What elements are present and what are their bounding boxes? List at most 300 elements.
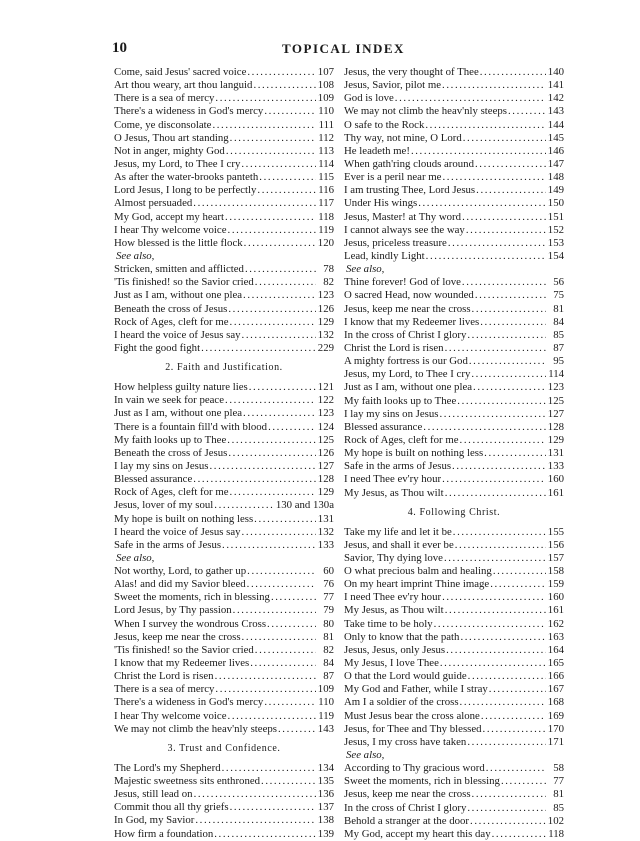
dot-leader bbox=[440, 657, 546, 670]
dot-leader bbox=[227, 434, 316, 447]
entry-title: When I survey the wondrous Cross bbox=[114, 617, 267, 630]
entry-number: 159 bbox=[547, 578, 564, 591]
index-entry bbox=[114, 670, 334, 683]
entry-number: 143 bbox=[317, 722, 334, 735]
dot-leader bbox=[195, 814, 315, 827]
dot-leader bbox=[230, 486, 316, 499]
entry-number: 169 bbox=[547, 709, 564, 722]
dot-leader bbox=[462, 276, 546, 289]
dot-leader bbox=[462, 211, 546, 224]
index-entry bbox=[114, 407, 334, 420]
dot-leader bbox=[259, 171, 316, 184]
right-column bbox=[344, 66, 564, 841]
entry-title: O Jesus, Thou art standing bbox=[114, 131, 229, 144]
dot-leader bbox=[439, 408, 545, 421]
entry-title: Christ the Lord is risen bbox=[344, 341, 444, 354]
index-entry bbox=[114, 171, 334, 184]
entry-number: 127 bbox=[317, 459, 334, 472]
index-entry bbox=[114, 801, 334, 814]
dot-leader bbox=[228, 710, 316, 723]
index-entry bbox=[114, 696, 334, 709]
index-entry bbox=[344, 710, 564, 723]
dot-leader bbox=[442, 79, 546, 92]
index-entry bbox=[114, 539, 334, 552]
entry-title: My God, accept my heart bbox=[114, 210, 225, 223]
entry-number: 85 bbox=[553, 801, 564, 814]
dot-leader bbox=[250, 657, 316, 670]
entry-title: I need Thee ev'ry hour bbox=[344, 473, 442, 486]
index-entry bbox=[114, 66, 334, 79]
dot-leader bbox=[215, 670, 316, 683]
entry-number: 81 bbox=[553, 788, 564, 801]
index-entry bbox=[114, 631, 334, 644]
dot-leader bbox=[243, 289, 316, 302]
entry-title: In vain we seek for peace bbox=[114, 394, 225, 407]
entry-title: Blessed assurance bbox=[344, 420, 423, 433]
entry-number: 115 bbox=[318, 171, 334, 184]
index-entry bbox=[114, 814, 334, 827]
dot-leader bbox=[484, 447, 546, 460]
dot-leader bbox=[264, 696, 316, 709]
dot-leader bbox=[271, 591, 316, 604]
index-entry bbox=[344, 250, 564, 263]
entry-number: 142 bbox=[547, 92, 564, 105]
entry-number: 84 bbox=[323, 657, 334, 670]
index-entry bbox=[344, 197, 564, 210]
entry-title: Not in anger, mighty God bbox=[114, 144, 225, 157]
entry-title: Lead, kindly Light bbox=[344, 249, 425, 262]
index-entry bbox=[344, 132, 564, 145]
entry-title: I am trusting Thee, Lord Jesus bbox=[344, 184, 476, 197]
dot-leader bbox=[244, 237, 316, 250]
entry-title: Under His wings bbox=[344, 197, 418, 210]
dot-leader bbox=[222, 539, 316, 552]
entry-number: 77 bbox=[323, 591, 334, 604]
entry-number: 125 bbox=[547, 394, 564, 407]
entry-number: 155 bbox=[547, 525, 564, 538]
index-entry bbox=[114, 342, 334, 355]
dot-leader bbox=[476, 184, 546, 197]
entry-title: O sacred Head, now wounded bbox=[344, 289, 474, 302]
dot-leader bbox=[468, 670, 546, 683]
dot-leader bbox=[230, 801, 316, 814]
dot-leader bbox=[442, 171, 545, 184]
entry-title: Blessed assurance bbox=[114, 473, 193, 486]
entry-number: 81 bbox=[323, 630, 334, 643]
index-entry bbox=[344, 381, 564, 394]
entry-title: Art thou weary, art thou languid bbox=[114, 79, 253, 92]
entry-number: 130 and 130a bbox=[275, 499, 334, 512]
entry-title: I know that my Redeemer lives bbox=[344, 315, 480, 328]
index-entry bbox=[344, 447, 564, 460]
entry-title: Am I a soldier of the cross bbox=[344, 696, 459, 709]
index-entry bbox=[344, 815, 564, 828]
entry-number: 114 bbox=[318, 157, 334, 170]
dot-leader bbox=[445, 604, 546, 617]
entry-number: 164 bbox=[547, 643, 564, 656]
entry-title: He leadeth me! bbox=[344, 144, 410, 157]
dot-leader bbox=[247, 578, 316, 591]
entry-number: 149 bbox=[547, 184, 564, 197]
index-entry bbox=[344, 604, 564, 617]
dot-leader bbox=[230, 316, 316, 329]
index-entry bbox=[344, 644, 564, 657]
index-entry bbox=[114, 276, 334, 289]
entry-number: 124 bbox=[317, 420, 334, 433]
entry-number: 77 bbox=[553, 775, 564, 788]
entry-title: According to Thy gracious word bbox=[344, 762, 485, 775]
index-entry bbox=[344, 696, 564, 709]
index-entry bbox=[344, 552, 564, 565]
entry-number: 151 bbox=[547, 210, 564, 223]
entry-title: Only to know that the path bbox=[344, 630, 460, 643]
entry-number: 110 bbox=[318, 696, 334, 709]
index-entry bbox=[344, 211, 564, 224]
entry-title: Lord Jesus, by Thy passion bbox=[114, 604, 232, 617]
entry-title: How blessed is the little flock bbox=[114, 236, 243, 249]
index-entry bbox=[114, 421, 334, 434]
dot-leader bbox=[425, 119, 545, 132]
entry-number: 161 bbox=[547, 604, 564, 617]
dot-leader bbox=[492, 828, 546, 841]
index-entry bbox=[114, 394, 334, 407]
index-entry bbox=[344, 276, 564, 289]
entry-number: 132 bbox=[317, 328, 334, 341]
dot-leader bbox=[501, 775, 546, 788]
entry-title: Sweet the moments, rich in blessing bbox=[114, 591, 270, 604]
index-entry bbox=[114, 644, 334, 657]
entry-number: 144 bbox=[547, 118, 564, 131]
entry-number: 109 bbox=[317, 683, 334, 696]
index-entry bbox=[344, 92, 564, 105]
dot-leader bbox=[508, 105, 546, 118]
entry-number: 160 bbox=[547, 473, 564, 486]
dot-leader bbox=[471, 368, 546, 381]
index-entry bbox=[114, 145, 334, 158]
index-entry bbox=[344, 460, 564, 473]
entry-title: My faith looks up to Thee bbox=[344, 394, 457, 407]
entry-title: Jesus, still lead on bbox=[114, 788, 193, 801]
entry-title: We may not climb the heav'nly steeps bbox=[114, 722, 277, 735]
entry-title: Almost persuaded bbox=[114, 197, 193, 210]
index-entry bbox=[114, 788, 334, 801]
list-group bbox=[114, 381, 334, 552]
entry-title: There is a sea of mercy bbox=[114, 92, 215, 105]
entry-title: Take time to be holy bbox=[344, 617, 433, 630]
entry-title: I know that my Redeemer lives bbox=[114, 657, 250, 670]
dot-leader bbox=[228, 224, 316, 237]
index-entry bbox=[344, 342, 564, 355]
index-entry bbox=[114, 92, 334, 105]
index-entry bbox=[344, 237, 564, 250]
entry-title: Stricken, smitten and afflicted bbox=[114, 263, 244, 276]
dot-leader bbox=[212, 119, 316, 132]
index-entry bbox=[114, 618, 334, 631]
entry-number: 141 bbox=[547, 79, 564, 92]
index-entry bbox=[344, 828, 564, 841]
section-heading: 3. Trust and Confidence. bbox=[167, 742, 281, 754]
index-entry bbox=[344, 526, 564, 539]
index-entry bbox=[344, 788, 564, 801]
entry-title: A mighty fortress is our God bbox=[344, 355, 468, 368]
entry-number: 82 bbox=[323, 276, 334, 289]
entry-number: 162 bbox=[547, 617, 564, 630]
entry-number: 108 bbox=[317, 79, 334, 92]
entry-title: In the cross of Christ I glory bbox=[344, 328, 467, 341]
index-entry bbox=[344, 66, 564, 79]
entry-title: I lay my sins on Jesus bbox=[344, 407, 439, 420]
entry-number: 79 bbox=[323, 604, 334, 617]
index-entry bbox=[344, 329, 564, 342]
dot-leader bbox=[264, 105, 316, 118]
entry-number: 107 bbox=[317, 66, 334, 78]
entry-number: 148 bbox=[547, 171, 564, 184]
entry-number: 143 bbox=[547, 105, 564, 118]
entry-number: 161 bbox=[547, 486, 564, 499]
entry-title: Jesus, priceless treasure bbox=[344, 236, 447, 249]
dot-leader bbox=[268, 421, 316, 434]
entry-title: Take my life and let it be bbox=[344, 525, 452, 538]
entry-title: Thine forever! God of love bbox=[344, 276, 461, 289]
entry-number: 122 bbox=[317, 394, 334, 407]
entry-number: 160 bbox=[547, 591, 564, 604]
dot-leader bbox=[460, 434, 546, 447]
entry-number: 102 bbox=[547, 814, 564, 827]
dot-leader bbox=[493, 565, 546, 578]
index-entry bbox=[114, 303, 334, 316]
list-group bbox=[344, 276, 564, 499]
entry-number: 128 bbox=[547, 420, 564, 433]
entry-number: 123 bbox=[547, 381, 564, 394]
list-group bbox=[344, 526, 564, 749]
index-entry bbox=[114, 775, 334, 788]
index-entry bbox=[114, 657, 334, 670]
entry-title: Thy way, not mine, O Lord bbox=[344, 131, 462, 144]
entry-number: 170 bbox=[547, 722, 564, 735]
entry-number: 58 bbox=[553, 762, 564, 775]
entry-title: God is love bbox=[344, 92, 394, 105]
dot-leader bbox=[442, 591, 546, 604]
dot-leader bbox=[442, 473, 546, 486]
entry-title: I heard the voice of Jesus say bbox=[114, 525, 241, 538]
list-group bbox=[114, 762, 334, 841]
list-group bbox=[344, 762, 564, 841]
entry-number: 75 bbox=[553, 289, 564, 302]
entry-number: 129 bbox=[317, 486, 334, 499]
entry-number: 80 bbox=[323, 617, 334, 630]
dot-leader bbox=[466, 224, 546, 237]
entry-title: We may not climb the heav'nly steeps bbox=[344, 105, 507, 118]
entry-title: Jesus, my Lord, to Thee I cry bbox=[114, 157, 241, 170]
index-entry bbox=[114, 211, 334, 224]
entry-title: Jesus, Jesus, only Jesus bbox=[344, 643, 446, 656]
dot-leader bbox=[444, 552, 546, 565]
index-entry bbox=[114, 316, 334, 329]
dot-leader bbox=[253, 79, 315, 92]
dot-leader bbox=[215, 92, 315, 105]
running-head: TOPICAL INDEX bbox=[282, 41, 405, 56]
dot-leader bbox=[214, 499, 274, 512]
entry-number: 166 bbox=[547, 670, 564, 683]
index-entry bbox=[344, 303, 564, 316]
entry-number: 111 bbox=[318, 118, 334, 131]
index-entry bbox=[344, 408, 564, 421]
entry-number: 120 bbox=[317, 236, 334, 249]
see-also-label: See also, bbox=[346, 263, 385, 276]
entry-number: 129 bbox=[317, 315, 334, 328]
dot-leader bbox=[209, 460, 315, 473]
entry-number: 157 bbox=[547, 551, 564, 564]
index-entry bbox=[344, 487, 564, 500]
index-entry bbox=[344, 657, 564, 670]
entry-number: 113 bbox=[318, 144, 334, 157]
index-entry bbox=[344, 473, 564, 486]
entry-number: 154 bbox=[547, 249, 564, 262]
entry-title: I hear Thy welcome voice bbox=[114, 709, 227, 722]
entry-title: Beneath the cross of Jesus bbox=[114, 446, 228, 459]
entry-number: 123 bbox=[317, 289, 334, 302]
entry-number: 119 bbox=[318, 709, 334, 722]
entry-title: I need Thee ev'ry hour bbox=[344, 591, 442, 604]
entry-number: 146 bbox=[547, 144, 564, 157]
dot-leader bbox=[194, 788, 316, 801]
index-entry bbox=[114, 434, 334, 447]
entry-title: My faith looks up to Thee bbox=[114, 433, 227, 446]
index-entry bbox=[114, 828, 334, 841]
entry-title: My Jesus, as Thou wilt bbox=[344, 486, 444, 499]
index-entry bbox=[344, 802, 564, 815]
entry-number: 117 bbox=[318, 197, 334, 210]
dot-leader bbox=[261, 775, 316, 788]
entry-title: O safe to the Rock bbox=[344, 118, 425, 131]
entry-title: I heard the voice of Jesus say bbox=[114, 328, 241, 341]
entry-number: 60 bbox=[323, 565, 334, 578]
see-also-label: See also, bbox=[346, 749, 385, 762]
entry-number: 129 bbox=[547, 433, 564, 446]
entry-number: 134 bbox=[317, 761, 334, 774]
dot-leader bbox=[480, 66, 546, 79]
entry-number: 150 bbox=[547, 197, 564, 210]
dot-leader bbox=[245, 263, 316, 276]
index-entry bbox=[114, 683, 334, 696]
dot-leader bbox=[445, 342, 546, 355]
section-heading: 4. Following Christ. bbox=[407, 506, 501, 518]
left-column bbox=[114, 66, 334, 841]
index-entry bbox=[344, 683, 564, 696]
entry-number: 147 bbox=[547, 157, 564, 170]
index-entry bbox=[114, 762, 334, 775]
index-entry bbox=[114, 105, 334, 118]
entry-number: 153 bbox=[547, 236, 564, 249]
index-entry bbox=[344, 723, 564, 736]
index-entry bbox=[114, 710, 334, 723]
dot-leader bbox=[230, 132, 316, 145]
index-entry bbox=[114, 263, 334, 276]
entry-title: I hear Thy welcome voice bbox=[114, 223, 227, 236]
index-entry bbox=[344, 736, 564, 749]
index-entry bbox=[114, 604, 334, 617]
index-entry bbox=[344, 289, 564, 302]
section-heading: 2. Faith and Justification. bbox=[165, 362, 283, 374]
entry-number: 168 bbox=[547, 696, 564, 709]
dot-leader bbox=[457, 395, 546, 408]
entry-title: 'Tis finished! so the Savior cried bbox=[114, 276, 254, 289]
entry-title: Rock of Ages, cleft for me bbox=[114, 486, 229, 499]
entry-number: 158 bbox=[547, 565, 564, 578]
entry-number: 138 bbox=[317, 814, 334, 827]
entry-number: 110 bbox=[318, 105, 334, 118]
dot-leader bbox=[434, 618, 546, 631]
index-entry bbox=[114, 723, 334, 736]
entry-title: There is a sea of mercy bbox=[114, 683, 215, 696]
list-group bbox=[114, 66, 334, 250]
entry-title: Safe in the arms of Jesus bbox=[344, 460, 452, 473]
entry-title: My God, accept my heart this day bbox=[344, 827, 491, 840]
dot-leader bbox=[467, 802, 546, 815]
dot-leader bbox=[445, 487, 546, 500]
entry-number: 133 bbox=[317, 538, 334, 551]
index-entry bbox=[114, 473, 334, 486]
entry-title: In the cross of Christ I glory bbox=[344, 801, 467, 814]
dot-leader bbox=[243, 407, 316, 420]
entry-number: 229 bbox=[317, 341, 334, 354]
index-entry bbox=[344, 539, 564, 552]
dot-leader bbox=[242, 526, 316, 539]
entry-title: Commit thou all thy griefs bbox=[114, 801, 229, 814]
entry-title: Jesus, the very thought of Thee bbox=[344, 66, 479, 78]
dot-leader bbox=[423, 421, 546, 434]
index-entry bbox=[114, 486, 334, 499]
index-entry bbox=[344, 105, 564, 118]
entry-title: As after the water-brooks panteth bbox=[114, 171, 259, 184]
entry-number: 163 bbox=[547, 630, 564, 643]
entry-number: 156 bbox=[547, 538, 564, 551]
entry-number: 133 bbox=[547, 460, 564, 473]
entry-title: Fight the good fight bbox=[114, 341, 201, 354]
entry-number: 137 bbox=[317, 801, 334, 814]
dot-leader bbox=[483, 723, 546, 736]
dot-leader bbox=[460, 631, 545, 644]
index-entry bbox=[114, 591, 334, 604]
entry-number: 87 bbox=[323, 670, 334, 683]
entry-title: O that the Lord would guide bbox=[344, 670, 467, 683]
dot-leader bbox=[472, 303, 546, 316]
dot-leader bbox=[241, 158, 316, 171]
entry-number: 167 bbox=[547, 683, 564, 696]
entry-number: 119 bbox=[318, 223, 334, 236]
index-entry bbox=[344, 775, 564, 788]
entry-title: O what precious balm and healing bbox=[344, 565, 492, 578]
entry-title: How helpless guilty nature lies bbox=[114, 381, 248, 394]
entry-number: 56 bbox=[553, 276, 564, 289]
entry-title: Ever is a peril near me bbox=[344, 171, 442, 184]
entry-number: 87 bbox=[553, 341, 564, 354]
index-entry bbox=[344, 79, 564, 92]
entry-title: 'Tis finished! so the Savior cried bbox=[114, 643, 254, 656]
index-entry bbox=[114, 565, 334, 578]
entry-number: 165 bbox=[547, 657, 564, 670]
dot-leader bbox=[242, 631, 316, 644]
entry-number: 171 bbox=[547, 735, 564, 748]
index-entry bbox=[344, 762, 564, 775]
dot-leader bbox=[460, 696, 546, 709]
entry-number: 123 bbox=[317, 407, 334, 420]
dot-leader bbox=[448, 237, 546, 250]
entry-number: 84 bbox=[553, 315, 564, 328]
dot-leader bbox=[255, 276, 316, 289]
entry-title: Alas! and did my Savior bleed bbox=[114, 578, 246, 591]
page-number: 10 bbox=[112, 40, 127, 56]
